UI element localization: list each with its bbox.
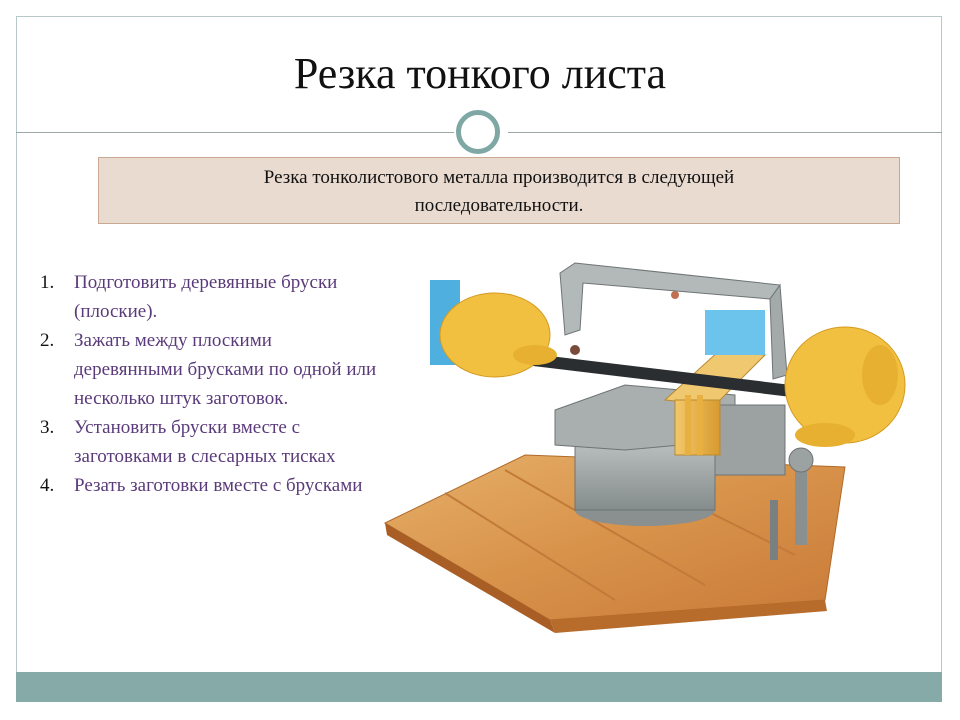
divider-circle-ornament (456, 110, 500, 154)
steps-list (40, 268, 380, 500)
step-text: Подготовить деревянные бруски (плоские). (74, 272, 338, 322)
step-text: Зажать между плоскими деревянными брусками по одной или несколько штук заготовок. (74, 330, 377, 409)
title-divider-right (508, 132, 942, 133)
step-text: Установить бруски вместе с заготовками в слесарных тисках (74, 417, 336, 467)
step-text: Резать заготовки вместе с брусками (74, 475, 363, 496)
list-item (40, 413, 380, 471)
title-divider-left (16, 132, 454, 133)
step-number: 4. (40, 475, 55, 496)
intro-line-1: Резка тонколистового металла производится в следующей (263, 167, 735, 188)
footer-bar (16, 672, 942, 702)
step-number: 2. (40, 330, 55, 351)
intro-line-2: последовательности. (414, 195, 584, 216)
step-number: 3. (40, 417, 55, 438)
page-title: Резка тонкого листа (293, 49, 667, 98)
hacksaw-vise-icon (375, 255, 945, 635)
intro-box (98, 157, 900, 224)
step-number: 1. (40, 272, 55, 293)
list-item (40, 471, 380, 500)
list-item (40, 268, 380, 326)
list-item (40, 326, 380, 413)
